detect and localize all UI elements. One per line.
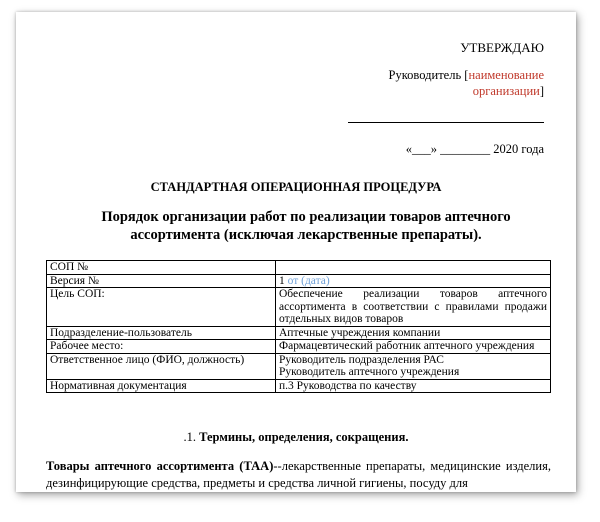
section-heading [16,430,576,445]
row-label: Версия № [47,274,276,288]
sop-title: СТАНДАРТНАЯ ОПЕРАЦИОННАЯ ПРОЦЕДУРА [150,180,442,194]
row-label: Нормативная документация [47,379,276,393]
row-value: Аптечные учреждения компании [276,326,551,340]
term-name: Товары аптечного ассортимента (ТАА) [46,459,274,473]
row-value: п.3 Руководства по качеству [276,379,551,393]
signature-line [348,122,544,123]
table-row [47,274,551,288]
row-label: Подразделение-пользователь [47,326,276,340]
bracket-open: [ [464,68,469,82]
row-label: Цель СОП: [47,288,276,327]
row-label: Рабочее место: [47,340,276,354]
row-value [276,261,551,275]
approval-date: «___» ________ 2020 года [405,142,544,156]
head-label: Руководитель [388,68,465,82]
section-number: .1. [183,430,197,444]
organization-placeholder: наименование организации [468,68,544,98]
definition-paragraph [46,458,551,492]
table-row [47,340,551,354]
responsible-line-1: Руководитель подразделения РАС [279,353,444,366]
responsible-line-2: Руководитель аптечного учреждения [279,366,460,378]
sop-info-table [46,260,551,393]
table-row [47,379,551,393]
table-row [47,288,551,327]
row-value [276,274,551,288]
section-title: Термины, определения, сокращения. [199,430,409,444]
bracket-close: ] [539,84,544,98]
row-value: Фармацевтический работник аптечного учреждения [276,340,551,354]
row-value [276,353,551,379]
version-number: 1 [279,274,285,287]
approve-heading: УТВЕРЖДАЮ [460,40,544,55]
row-label: СОП № [47,261,276,275]
procedure-title: Порядок организации работ по реализации товаров аптечного ассортимента (исключая лекарственные препараты). [101,209,511,243]
version-date-placeholder: от (дата) [284,274,330,287]
table-row [47,261,551,275]
document-page [16,12,576,492]
head-of-organization [374,67,544,99]
row-label: Ответственное лицо (ФИО, должность) [47,353,276,379]
table-row [47,353,551,379]
term-definition: --лекарственные препараты, медицинские изделия, дезинфицирующие средства, предметы и средства личной гигиены, посуду для [46,459,551,490]
row-value: Обеспечение реализации товаров аптечного ассортимента в соответствии с правилами продажи отдельных видов товаров [276,288,551,327]
table-row [47,326,551,340]
